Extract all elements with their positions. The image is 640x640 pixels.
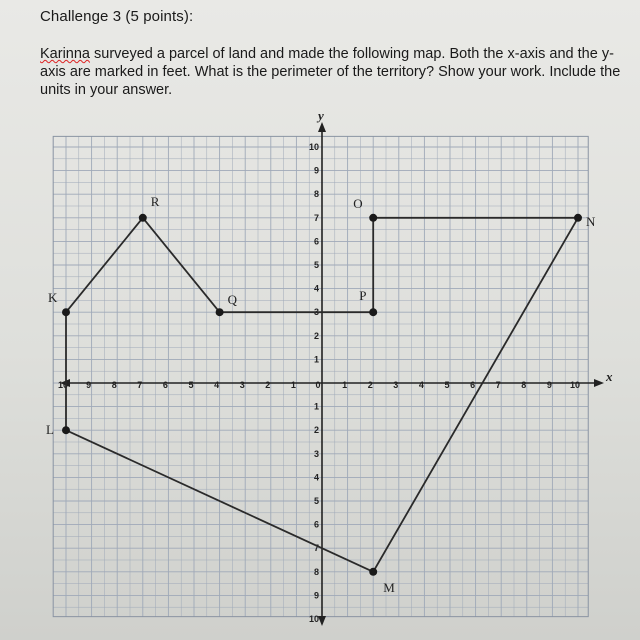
x-tick-label: 6 bbox=[162, 380, 168, 390]
y-tick-label: 4 bbox=[313, 472, 319, 483]
y-tick-label: 8 bbox=[313, 566, 319, 577]
x-tick-label: 2 bbox=[265, 380, 271, 390]
x-tick-label: 4 bbox=[214, 380, 220, 390]
x-tick-label: 5 bbox=[188, 380, 194, 390]
y-tick-label: 4 bbox=[313, 283, 319, 294]
vertex-p bbox=[369, 308, 377, 316]
x-axis-arrow-right bbox=[594, 379, 604, 387]
y-tick-label: 10 bbox=[308, 614, 319, 624]
y-tick-label: 6 bbox=[313, 519, 319, 530]
x-axis-label: x bbox=[606, 369, 613, 384]
y-tick-label: 9 bbox=[313, 165, 319, 176]
x-tick-label: 8 bbox=[521, 380, 527, 390]
x-tick-label: 6 bbox=[470, 380, 476, 390]
x-tick-label: 3 bbox=[239, 380, 245, 390]
y-tick-label: 8 bbox=[313, 189, 319, 200]
y-tick-label: 1 bbox=[313, 354, 319, 365]
point-labels bbox=[46, 194, 596, 595]
vertex-q bbox=[216, 308, 224, 316]
y-tick-label: 5 bbox=[313, 260, 319, 270]
grid-lines bbox=[53, 136, 588, 616]
y-axis-arrow-down bbox=[318, 616, 326, 626]
x-tick-label: 0 bbox=[315, 380, 321, 390]
x-tick-label: 1 bbox=[290, 380, 296, 390]
y-tick-label: 1 bbox=[313, 401, 319, 412]
x-tick-label: 7 bbox=[495, 380, 501, 390]
vertex-n bbox=[574, 214, 582, 222]
x-tick-label: 4 bbox=[418, 380, 424, 390]
challenge-heading: Challenge 3 (5 points): bbox=[40, 8, 194, 25]
x-tick-label: 7 bbox=[137, 380, 143, 390]
vertex-l bbox=[62, 426, 70, 434]
x-tick-label: 10 bbox=[57, 380, 69, 390]
grid-border bbox=[53, 136, 588, 616]
point-label-q: Q bbox=[227, 292, 237, 308]
point-label-r: R bbox=[150, 193, 160, 209]
x-tick-label: 2 bbox=[367, 380, 373, 390]
y-tick-label: 5 bbox=[313, 496, 319, 506]
x-tick-label: 1 bbox=[342, 380, 348, 390]
point-label-n: N bbox=[586, 213, 596, 229]
x-tick-label: 3 bbox=[393, 380, 399, 390]
point-label-p: P bbox=[359, 288, 367, 304]
y-tick-label: 7 bbox=[313, 543, 319, 554]
vertex-o bbox=[369, 214, 377, 222]
point-label-l: L bbox=[46, 422, 54, 438]
point-label-k: K bbox=[48, 290, 58, 306]
y-tick-label: 2 bbox=[313, 425, 319, 436]
y-tick-label: 9 bbox=[313, 590, 319, 601]
y-axis-label: y bbox=[318, 108, 324, 123]
problem-text: surveyed a parcel of land and made the following map. Both the x-axis and the y-axis are marked in feet. What is the perimeter of the territory? Show your work. Include the units in your answer. bbox=[40, 46, 621, 98]
y-tick-label: 3 bbox=[313, 307, 319, 318]
x-tick-label: 9 bbox=[86, 380, 92, 390]
y-tick-label: 2 bbox=[313, 330, 319, 341]
x-tick-label: 5 bbox=[444, 380, 450, 390]
x-tick-label: 10 bbox=[569, 380, 581, 390]
y-tick-label: 6 bbox=[313, 236, 319, 247]
vertex-r bbox=[139, 214, 147, 222]
student-name: Karinna bbox=[40, 46, 90, 62]
x-tick-label: 9 bbox=[546, 380, 552, 390]
y-tick-label: 10 bbox=[308, 142, 319, 152]
y-axis-arrow-up bbox=[318, 122, 326, 132]
y-tick-label: 7 bbox=[313, 212, 319, 223]
vertex-m bbox=[369, 568, 377, 576]
x-tick-label: 8 bbox=[111, 380, 117, 390]
vertex-k bbox=[62, 308, 70, 316]
y-tick-label: 3 bbox=[313, 448, 319, 459]
point-label-m: M bbox=[383, 579, 395, 595]
point-label-o: O bbox=[353, 195, 363, 211]
